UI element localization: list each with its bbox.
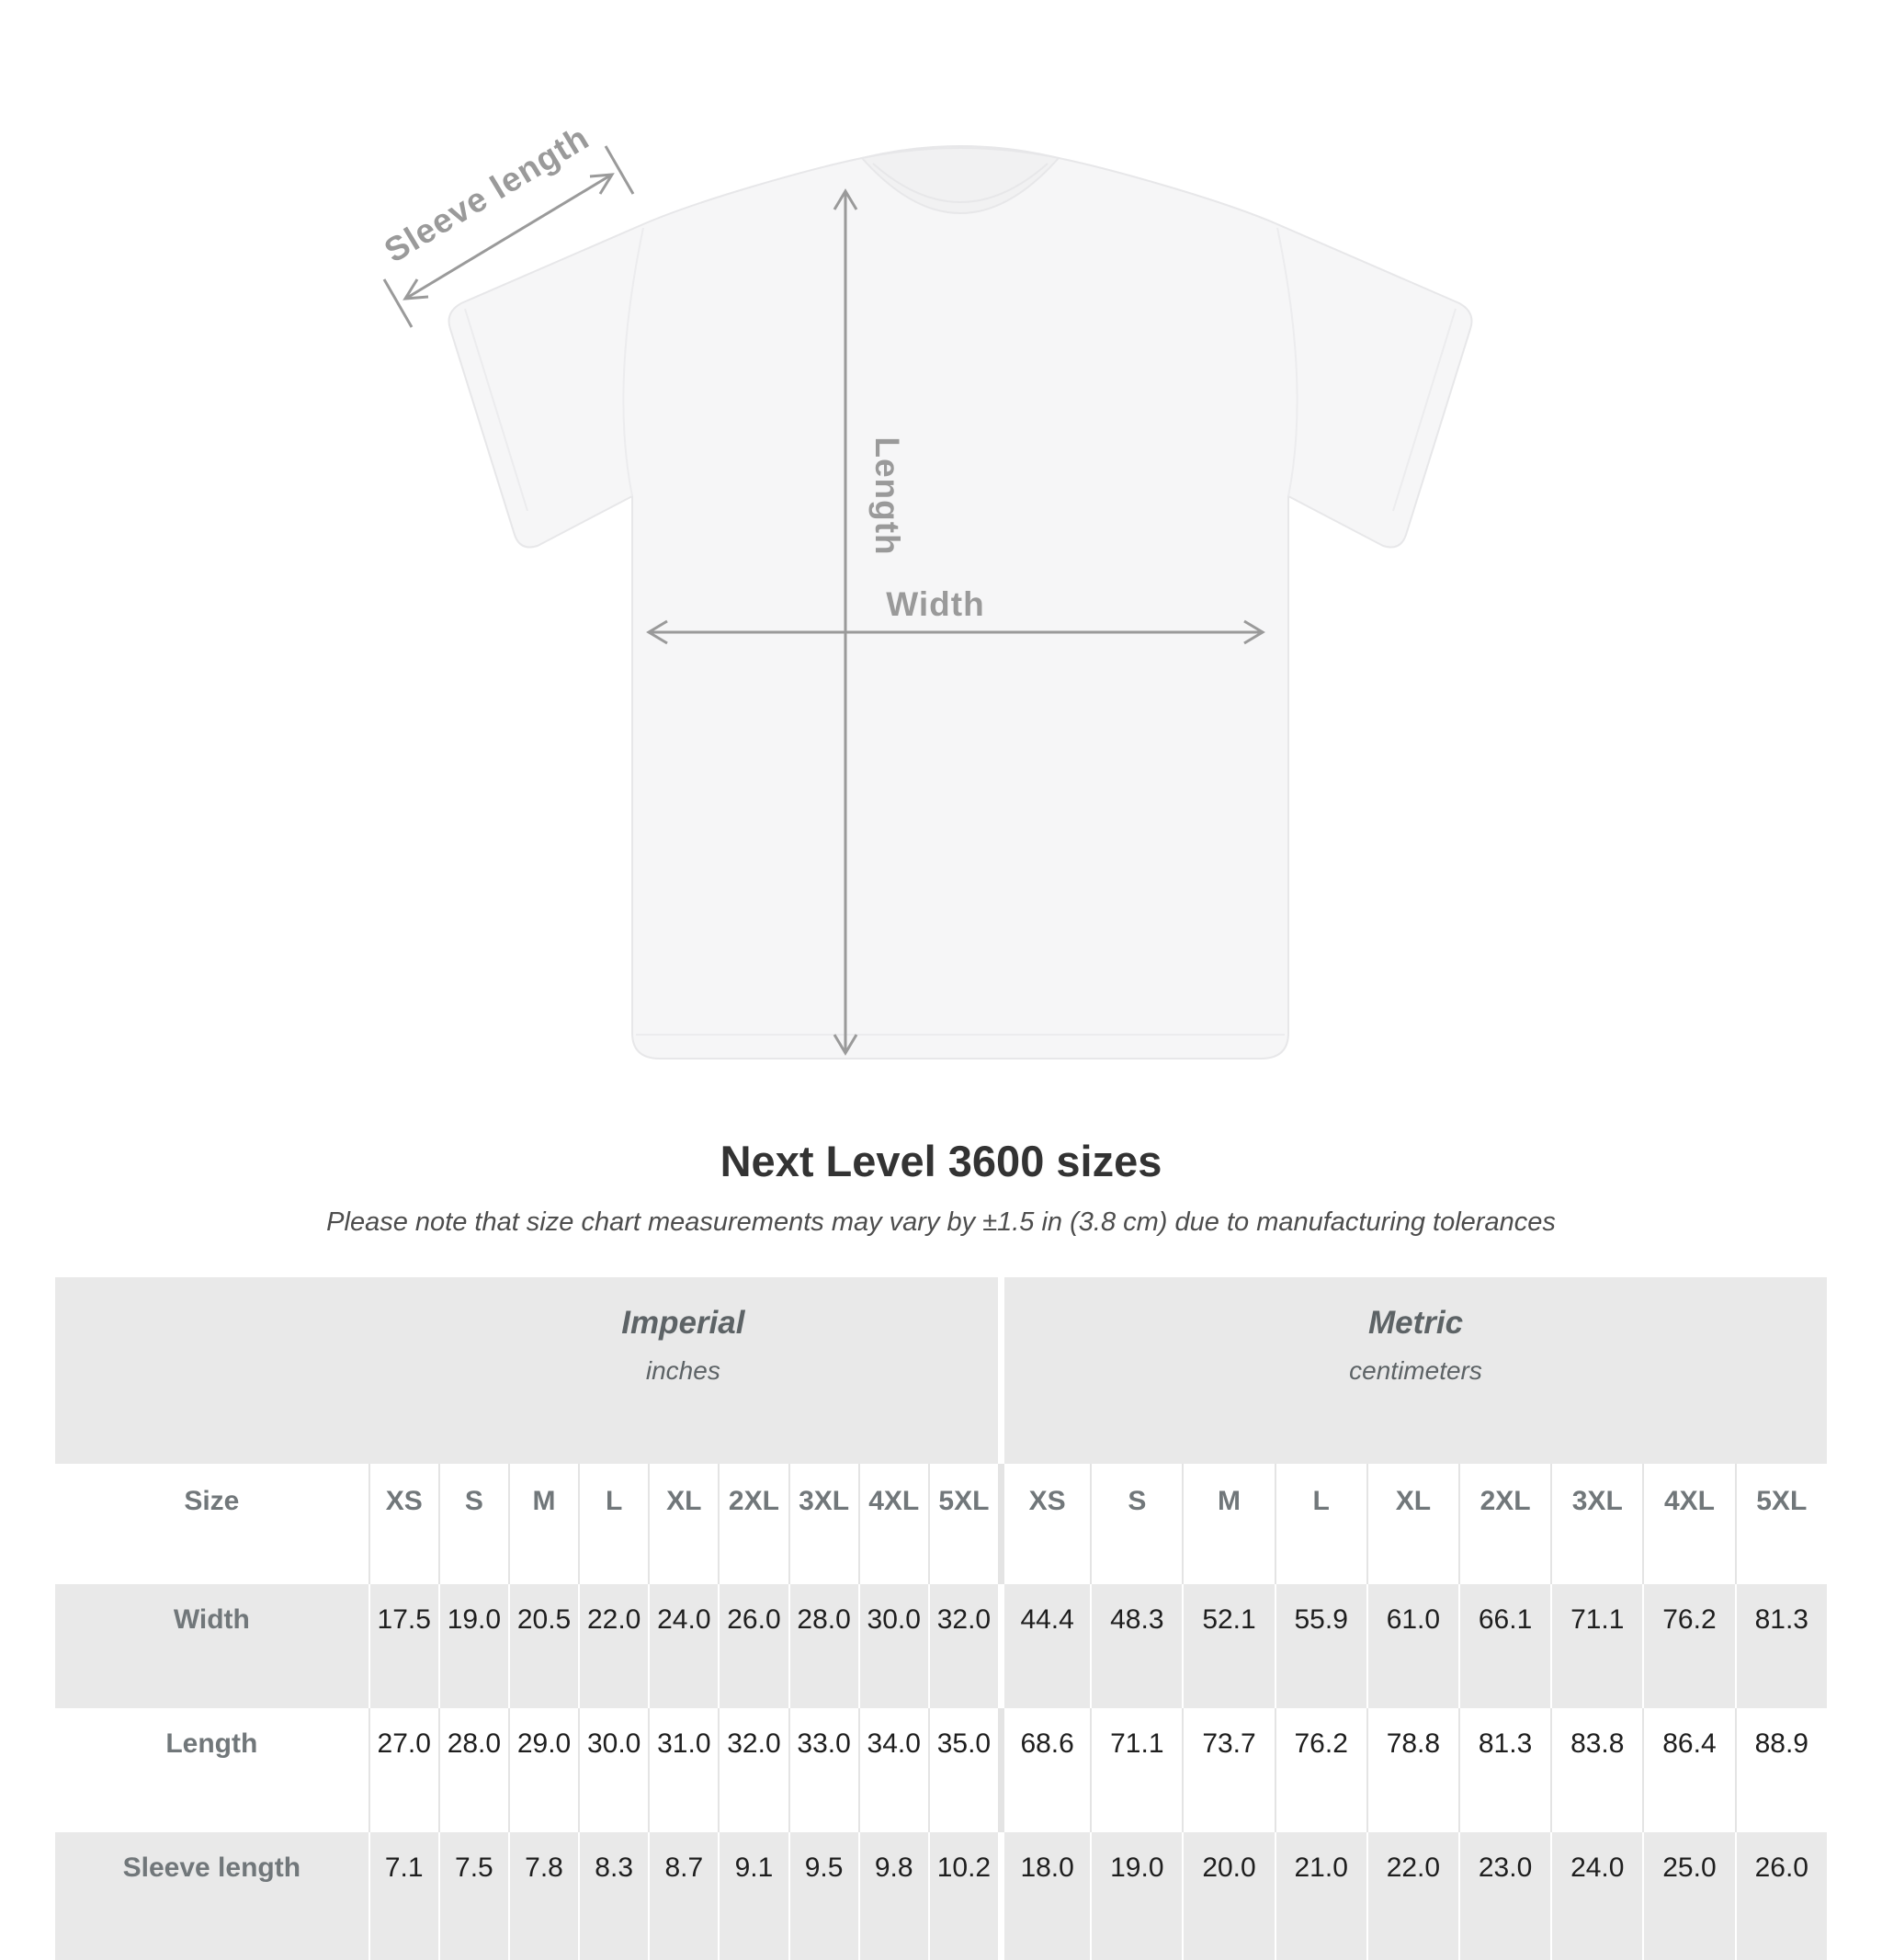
value-cell: 78.8 bbox=[1366, 1708, 1458, 1832]
width-label: Width bbox=[886, 585, 985, 623]
row-label: Width bbox=[55, 1584, 368, 1708]
value-cell: 33.0 bbox=[788, 1708, 858, 1832]
value-cell: 24.0 bbox=[648, 1584, 718, 1708]
value-cell: 19.0 bbox=[1090, 1832, 1182, 1960]
size-header-cell: S bbox=[438, 1464, 508, 1584]
value-cell: 23.0 bbox=[1458, 1832, 1550, 1960]
size-table-container bbox=[55, 1277, 1827, 1883]
value-cell: 28.0 bbox=[438, 1708, 508, 1832]
value-cell: 22.0 bbox=[578, 1584, 648, 1708]
band-empty-cell bbox=[55, 1277, 368, 1464]
value-cell: 22.0 bbox=[1366, 1832, 1458, 1960]
value-cell: 21.0 bbox=[1275, 1832, 1366, 1960]
value-cell: 83.8 bbox=[1550, 1708, 1642, 1832]
size-header-cell: 2XL bbox=[1458, 1464, 1550, 1584]
value-cell: 76.2 bbox=[1275, 1708, 1366, 1832]
size-header-cell: 5XL bbox=[1735, 1464, 1827, 1584]
size-header-cell: XL bbox=[1366, 1464, 1458, 1584]
value-cell: 48.3 bbox=[1090, 1584, 1182, 1708]
value-cell: 35.0 bbox=[928, 1708, 998, 1832]
length-row bbox=[55, 1708, 1827, 1832]
value-cell: 8.3 bbox=[578, 1832, 648, 1960]
size-header-cell: S bbox=[1090, 1464, 1182, 1584]
sleeve-length-row bbox=[55, 1832, 1827, 1960]
value-cell: 19.0 bbox=[438, 1584, 508, 1708]
size-header-cell: XS bbox=[998, 1464, 1090, 1584]
unit-band-row bbox=[55, 1277, 1827, 1464]
value-cell: 81.3 bbox=[1458, 1708, 1550, 1832]
size-header-cell: L bbox=[1275, 1464, 1366, 1584]
value-cell: 86.4 bbox=[1642, 1708, 1734, 1832]
size-header-cell: 4XL bbox=[858, 1464, 928, 1584]
value-cell: 7.1 bbox=[368, 1832, 438, 1960]
value-cell: 32.0 bbox=[718, 1708, 788, 1832]
size-header-cell: XL bbox=[648, 1464, 718, 1584]
page-title: Next Level 3600 sizes bbox=[720, 1137, 1162, 1185]
metric-band bbox=[998, 1277, 1827, 1464]
size-header-cell: 3XL bbox=[1550, 1464, 1642, 1584]
imperial-band bbox=[368, 1277, 998, 1464]
width-row bbox=[55, 1584, 1827, 1708]
value-cell: 24.0 bbox=[1550, 1832, 1642, 1960]
size-header-cell: 2XL bbox=[718, 1464, 788, 1584]
value-cell: 9.5 bbox=[788, 1832, 858, 1960]
value-cell: 71.1 bbox=[1550, 1584, 1642, 1708]
value-cell: 73.7 bbox=[1182, 1708, 1274, 1832]
value-cell: 7.8 bbox=[508, 1832, 578, 1960]
value-cell: 7.5 bbox=[438, 1832, 508, 1960]
value-cell: 30.0 bbox=[578, 1708, 648, 1832]
value-cell: 10.2 bbox=[928, 1832, 998, 1960]
imperial-units-label: inches bbox=[645, 1356, 720, 1385]
size-header-cell: M bbox=[1182, 1464, 1274, 1584]
value-cell: 26.0 bbox=[1735, 1832, 1827, 1960]
value-cell: 55.9 bbox=[1275, 1584, 1366, 1708]
value-cell: 17.5 bbox=[368, 1584, 438, 1708]
value-cell: 8.7 bbox=[648, 1832, 718, 1960]
value-cell: 68.6 bbox=[998, 1708, 1090, 1832]
size-header-cell: 3XL bbox=[788, 1464, 858, 1584]
value-cell: 52.1 bbox=[1182, 1584, 1274, 1708]
row-label: Sleeve length bbox=[55, 1832, 368, 1960]
value-cell: 27.0 bbox=[368, 1708, 438, 1832]
size-header-cell: XS bbox=[368, 1464, 438, 1584]
imperial-label: Imperial bbox=[621, 1305, 745, 1341]
value-cell: 61.0 bbox=[1366, 1584, 1458, 1708]
value-cell: 30.0 bbox=[858, 1584, 928, 1708]
metric-units-label: centimeters bbox=[1349, 1356, 1482, 1385]
value-cell: 20.0 bbox=[1182, 1832, 1274, 1960]
value-cell: 29.0 bbox=[508, 1708, 578, 1832]
value-cell: 32.0 bbox=[928, 1584, 998, 1708]
metric-label: Metric bbox=[1367, 1305, 1464, 1341]
value-cell: 34.0 bbox=[858, 1708, 928, 1832]
page-subtitle: Please note that size chart measurements may vary by ±1.5 in (3.8 cm) due to manufacturing tolerances bbox=[326, 1207, 1556, 1237]
value-cell: 44.4 bbox=[998, 1584, 1090, 1708]
value-cell: 20.5 bbox=[508, 1584, 578, 1708]
size-header-row bbox=[55, 1464, 1827, 1584]
value-cell: 18.0 bbox=[998, 1832, 1090, 1960]
size-header-cell: M bbox=[508, 1464, 578, 1584]
value-cell: 28.0 bbox=[788, 1584, 858, 1708]
value-cell: 26.0 bbox=[718, 1584, 788, 1708]
size-column-header: Size bbox=[55, 1464, 368, 1584]
length-label: Length bbox=[868, 436, 906, 556]
size-table bbox=[55, 1277, 1827, 1960]
size-header-cell: L bbox=[578, 1464, 648, 1584]
value-cell: 71.1 bbox=[1090, 1708, 1182, 1832]
value-cell: 66.1 bbox=[1458, 1584, 1550, 1708]
value-cell: 88.9 bbox=[1735, 1708, 1827, 1832]
value-cell: 76.2 bbox=[1642, 1584, 1734, 1708]
size-header-cell: 4XL bbox=[1642, 1464, 1734, 1584]
value-cell: 31.0 bbox=[648, 1708, 718, 1832]
row-label: Length bbox=[55, 1708, 368, 1832]
size-header-cell: 5XL bbox=[928, 1464, 998, 1584]
sleeve-length-label: Sleeve length bbox=[378, 118, 595, 270]
value-cell: 9.1 bbox=[718, 1832, 788, 1960]
value-cell: 25.0 bbox=[1642, 1832, 1734, 1960]
value-cell: 9.8 bbox=[858, 1832, 928, 1960]
value-cell: 81.3 bbox=[1735, 1584, 1827, 1708]
